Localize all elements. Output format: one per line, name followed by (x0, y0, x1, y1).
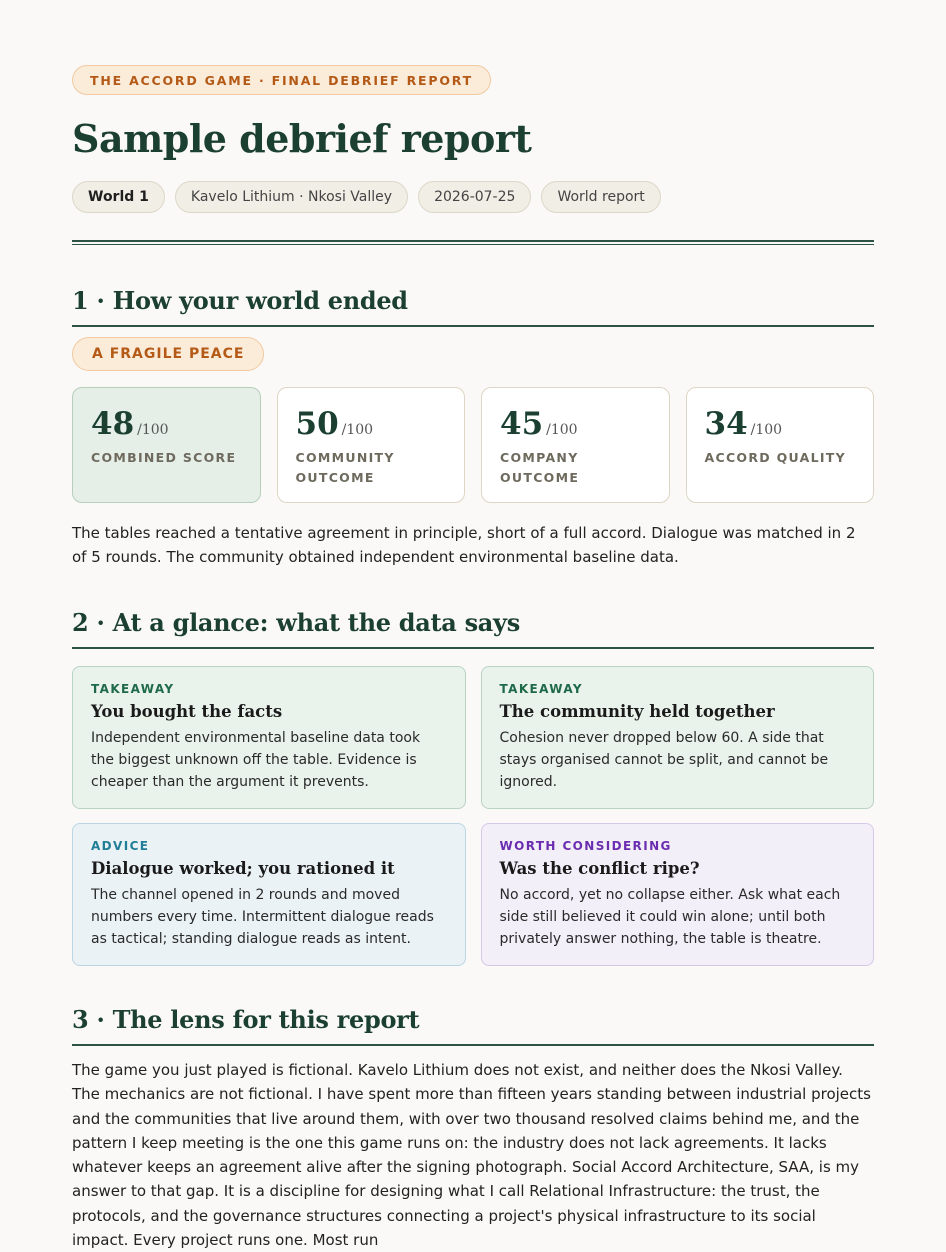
insight-card-takeaway (72, 666, 466, 809)
card-title: Was the conflict ripe? (499, 859, 700, 878)
score-denominator: /100 (341, 422, 374, 438)
card-tag: TAKEAWAY (499, 682, 584, 696)
chip-date: 2026-07-25 (418, 181, 531, 213)
section-lens (72, 1004, 874, 1252)
insight-card-advice (72, 823, 466, 966)
card-title: Dialogue worked; you rationed it (91, 859, 395, 878)
score-card-combined (72, 387, 261, 503)
score-card-company (481, 387, 670, 503)
card-tag: TAKEAWAY (91, 682, 175, 696)
insight-card-takeaway (481, 666, 875, 809)
section-outcome (72, 285, 874, 569)
outcome-summary: The tables reached a tentative agreement in principle, short of a full accord. Dialogue was matched in 2 of 5 rounds. The community obtained independent environmental baseline data. (72, 524, 856, 566)
chip-world: World 1 (72, 181, 165, 213)
score-value: 50 (295, 406, 339, 442)
header-divider (72, 240, 874, 245)
meta-chips (72, 181, 874, 213)
score-label: COMMUNITY OUTCOME (295, 450, 395, 485)
page-title: Sample debrief report (72, 116, 532, 161)
card-body: No accord, yet no collapse either. Ask what each side still believed it could win alone; until both privately answer nothing, the table is theatre. (499, 887, 841, 947)
score-denominator: /100 (546, 422, 578, 438)
section-heading: 1 · How your world ended (72, 285, 874, 327)
score-label: COMPANY OUTCOME (500, 450, 580, 485)
card-body: Independent environmental baseline data took the biggest unknown off the table. Evidence is cheaper than the argument it prevents. (91, 730, 421, 790)
card-tag: ADVICE (91, 839, 150, 853)
score-cards (72, 387, 874, 503)
lens-body: The game you just played is fictional. Kavelo Lithium does not exist, and neither does the Nkosi Valley. The mechanics are not fictional. I have spent more than fifteen years standing between industrial projects and the communities that live around them, with over two thousand resolved claims behind me, and the pattern I keep meeting is the one this game runs on: the industry does not lack agreements. It lacks whatever keeps an agreement alive after the signing photograph. Social Accord Architecture, SAA, is my answer to that gap. It is a discipline for designing what I call Relational Infrastructure: the trust, the protocols, and the governance structures connecting a project's physical infrastructure to its social impact. Every project runs one. Most run (72, 1061, 871, 1250)
verdict-badge: A FRAGILE PEACE (72, 337, 264, 371)
chip-report-type: World report (541, 181, 660, 213)
card-title: You bought the facts (91, 702, 283, 721)
score-card-accord-quality (686, 387, 875, 503)
score-denominator: /100 (137, 422, 169, 438)
card-body: The channel opened in 2 rounds and moved numbers every time. Intermittent dialogue reads as tactical; standing dialogue reads as intent. (91, 887, 434, 947)
insight-cards (72, 666, 874, 966)
section-heading: 3 · The lens for this report (72, 1004, 874, 1046)
report-eyebrow: THE ACCORD GAME · FINAL DEBRIEF REPORT (72, 65, 491, 95)
score-value: 45 (500, 406, 544, 442)
score-label: COMBINED SCORE (91, 450, 237, 465)
score-label: ACCORD QUALITY (704, 450, 846, 465)
score-value: 34 (704, 406, 748, 442)
card-body: Cohesion never dropped below 60. A side that stays organised cannot be split, and cannot be ignored. (499, 730, 829, 790)
section-at-a-glance (72, 607, 874, 966)
score-card-community (277, 387, 466, 503)
chip-project: Kavelo Lithium · Nkosi Valley (175, 181, 408, 213)
score-value: 48 (91, 406, 135, 442)
card-tag: WORTH CONSIDERING (499, 839, 672, 853)
card-title: The community held together (499, 702, 775, 721)
section-heading: 2 · At a glance: what the data says (72, 607, 874, 649)
score-denominator: /100 (750, 422, 783, 438)
insight-card-worth-considering (481, 823, 875, 966)
